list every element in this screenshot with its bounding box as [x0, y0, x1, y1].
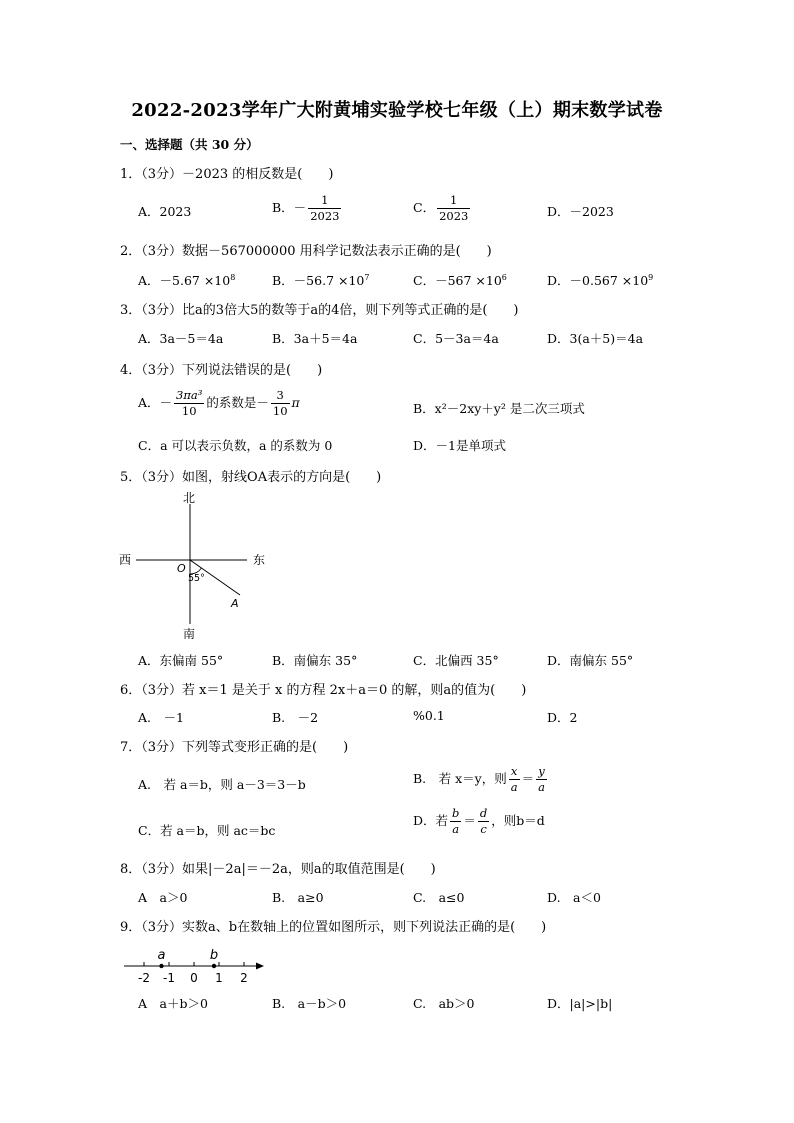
denominator: 10 [272, 404, 288, 418]
q5-option-c: C．北偏西 35° [413, 653, 499, 668]
q6-option-c: %0.1 [413, 708, 445, 723]
question-3-stem: 3．（3分）比a的3倍大5的数等于a的4倍，则下列等式正确的是( ) [120, 303, 519, 318]
q7-option-b-equals: ＝ [521, 771, 535, 786]
q8-option-a: A a＞0 [138, 890, 188, 905]
q7-option-b-fraction-1 [509, 764, 520, 795]
q2-option-b-text: B．－56.7 ×10 [272, 273, 365, 288]
origin-label: O [177, 562, 186, 575]
angle-label: 55° [188, 573, 205, 584]
tick-label: 0 [190, 971, 198, 985]
question-2-stem: 2．（3分）数据－567000000 用科学记数法表示正确的是( ) [120, 244, 492, 259]
q1-option-c-prefix: C． [413, 200, 436, 215]
q4-option-a-prefix: A．－ [138, 395, 173, 410]
q3-option-c: C．5－3a＝4a [413, 331, 499, 346]
point-a [159, 964, 163, 968]
tick-label: 1 [215, 971, 223, 985]
tick-label: 2 [240, 971, 248, 985]
denominator: a [538, 780, 545, 794]
south-label: 南 [183, 627, 196, 641]
q3-option-b: B．3a＋5＝4a [272, 331, 358, 346]
q5-option-a: A．东偏南 55° [138, 653, 224, 668]
q1-option-d: D．－2023 [547, 204, 614, 219]
point-b [212, 964, 216, 968]
numerator: 1 [437, 193, 470, 209]
q4-option-a-fraction [174, 388, 204, 419]
q7-option-d-equals: ＝ [463, 813, 476, 828]
numerator: 1 [308, 193, 341, 209]
question-7-stem: 7．（3分）下列等式变形正确的是( ) [120, 740, 349, 755]
exponent: 9 [648, 273, 654, 282]
question-8-stem: 8．（3分）如果|－2a|＝－2a，则a的取值范围是( ) [120, 862, 436, 877]
number-line-figure [118, 942, 273, 988]
q1-option-b [272, 193, 343, 224]
number-line-arrow [256, 963, 264, 970]
q9-option-d: D．|a|>|b| [547, 996, 613, 1011]
q4-option-a-fraction-2 [271, 388, 290, 419]
q7-option-b-prefix: B. 若 x＝y，则 [413, 771, 507, 786]
q1-option-c-fraction [437, 193, 470, 224]
q8-option-b: B. a≥0 [272, 890, 324, 905]
numerator: y [536, 764, 547, 780]
q2-option-d [547, 271, 653, 289]
q3-option-d: D．3(a＋5)＝4a [547, 331, 644, 346]
q8-option-c: C. a≤0 [413, 890, 465, 905]
q9-option-c: C. ab＞0 [413, 996, 475, 1011]
q7-option-b [413, 764, 549, 795]
q7-option-b-fraction-2 [536, 764, 547, 795]
denominator: 2023 [310, 209, 340, 223]
q2-option-a-text: A．－5.67 ×10 [138, 273, 231, 288]
q3-option-a: A．3a－5＝4a [138, 331, 224, 346]
section-heading: 一、选择题（共 30 分） [120, 137, 259, 152]
q8-option-d: D. a＜0 [547, 890, 601, 905]
point-b-label: b [209, 948, 219, 963]
q2-option-c-text: C．－567 ×10 [413, 273, 502, 288]
q1-option-b-fraction [308, 193, 341, 224]
q2-option-b [272, 271, 369, 289]
denominator: 2023 [439, 209, 469, 223]
exponent: 7 [364, 273, 370, 282]
q9-option-b: B. a－b＞0 [272, 996, 347, 1011]
numerator: x [509, 764, 520, 780]
exponent: 8 [230, 273, 236, 282]
number-line-ticks [138, 962, 248, 985]
numerator: 3πa³ [176, 388, 203, 402]
q6-option-a: A. －1 [138, 710, 184, 725]
q2-option-a [138, 271, 235, 289]
north-label: 北 [183, 491, 196, 505]
q7-option-d-fraction-1 [450, 806, 461, 837]
q2-option-d-text: D．－0.567 ×10 [547, 273, 649, 288]
question-1-stem: 1．（3分）－2023 的相反数是( ) [120, 167, 334, 182]
q6-option-d: D．2 [547, 710, 578, 725]
denominator: a [452, 822, 460, 836]
question-6-stem: 6．（3分）若 x＝1 是关于 x 的方程 2x＋a＝0 的解，则a的值为( ) [120, 683, 527, 698]
q4-option-c: C．a 可以表示负数，a 的系数为 0 [138, 438, 333, 453]
q7-option-d-prefix: D．若 [413, 813, 449, 828]
denominator: 10 [181, 404, 197, 418]
tick-label: -1 [163, 971, 175, 985]
numerator: d [479, 806, 488, 820]
q4-option-d: D．－1是单项式 [413, 438, 506, 453]
number-line-points [158, 948, 219, 968]
question-4-stem: 4．（3分）下列说法错误的是( ) [120, 363, 323, 378]
q7-option-d-suffix: ，则b＝d [491, 813, 545, 828]
q5-option-b: B．南偏东 35° [272, 653, 358, 668]
point-a-label: a [157, 948, 166, 963]
q9-option-a: A a＋b＞0 [138, 996, 208, 1011]
tick-label: -2 [138, 971, 150, 985]
q6-option-b: B. －2 [272, 710, 319, 725]
question-5-stem: 5．（3分）如图，射线OA表示的方向是( ) [120, 470, 382, 485]
west-label: 西 [119, 553, 132, 567]
question-9-stem: 9．（3分）实数a、b在数轴上的位置如图所示，则下列说法正确的是( ) [120, 920, 547, 935]
numerator: b [452, 806, 460, 820]
q2-option-c [413, 271, 507, 289]
page-title: 2022-2023学年广大附黄埔实验学校七年级（上）期末数学试卷 [131, 100, 663, 121]
compass-figure [115, 488, 275, 646]
q1-option-b-prefix: B．－ [272, 200, 307, 215]
denominator: a [510, 780, 518, 794]
denominator: c [480, 822, 487, 836]
numerator: 3 [271, 388, 290, 404]
q1-option-a: A．2023 [138, 204, 192, 219]
q4-option-b: B．x²－2xy＋y² 是二次三项式 [413, 401, 585, 416]
q4-option-a [138, 388, 300, 419]
q4-option-a-middle: 的系数是－ [206, 395, 269, 410]
q7-option-d-fraction-2 [478, 806, 489, 837]
q7-option-c: C．若 a＝b，则 ac＝bc [138, 823, 276, 838]
q4-option-a-pi: π [291, 395, 300, 410]
east-label: 东 [253, 553, 266, 567]
ray-point-label: A [231, 597, 239, 610]
q7-option-d [413, 806, 545, 837]
q7-option-a: A. 若 a＝b，则 a－3＝3－b [138, 777, 306, 792]
q1-option-c [413, 193, 472, 224]
q5-option-d: D．南偏东 55° [547, 653, 634, 668]
exponent: 6 [501, 273, 507, 282]
